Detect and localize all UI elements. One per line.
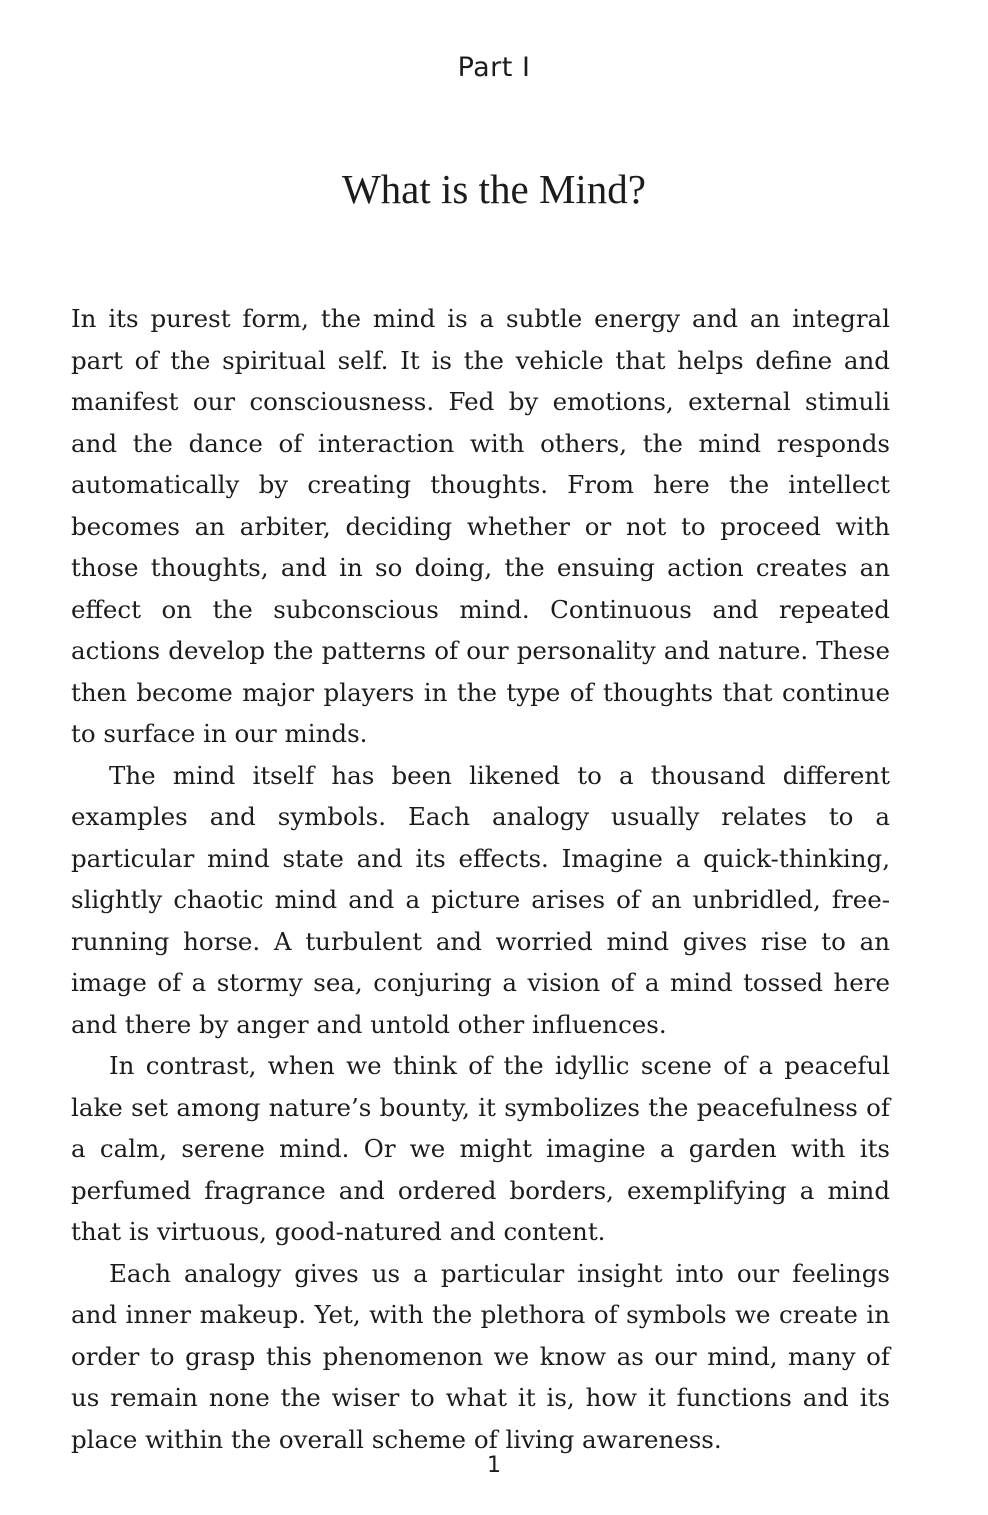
chapter-title: What is the Mind? xyxy=(341,166,647,212)
body-text xyxy=(71,298,890,1460)
page-number: 1 xyxy=(487,1453,501,1478)
paragraph: In its purest form, the mind is a subtle energy and an integral part of the spiritual self. It is the vehicle that helps define and manifest our consciousness. Fed by emotions, external stimuli and the dance of interaction with others, the mind responds automatically by creating thoughts. From here the intellect becomes an arbiter, deciding whether or not to proceed with those thoughts, and in so doing, the ensuing action creates an effect on the subconscious mind. Continuous and repeated actions develop the patterns of our personality and nature. These then become major players in the type of thoughts that continue to surface in our minds. xyxy=(71,304,890,748)
part-label: Part I xyxy=(457,52,531,83)
paragraph: In contrast, when we think of the idyllic scene of a peaceful lake set among nature’s bounty, it symbolizes the peacefulness of a calm, serene mind. Or we might imagine a garden with its perfumed fragrance and ordered borders, exemplifying a mind that is virtuous, good-natured and content. xyxy=(71,1051,890,1246)
paragraph: The mind itself has been likened to a thousand different examples and symbols. Each analogy usually relates to a particular mind state and its effects. Imagine a quick-thinking, slightly chaotic mind and a picture arises of an unbridled, free-running horse. A turbulent and worried mind gives rise to an image of a stormy sea, conjuring a vision of a mind tossed here and there by anger and untold other influences. xyxy=(71,760,890,1039)
paragraph: Each analogy gives us a particular insight into our feelings and inner makeup. Yet, with the plethora of symbols we create in order to grasp this phenomenon we know as our mind, many of us remain none the wiser to what it is, how it functions and its place within the overall scheme of living awareness. xyxy=(71,1258,890,1454)
